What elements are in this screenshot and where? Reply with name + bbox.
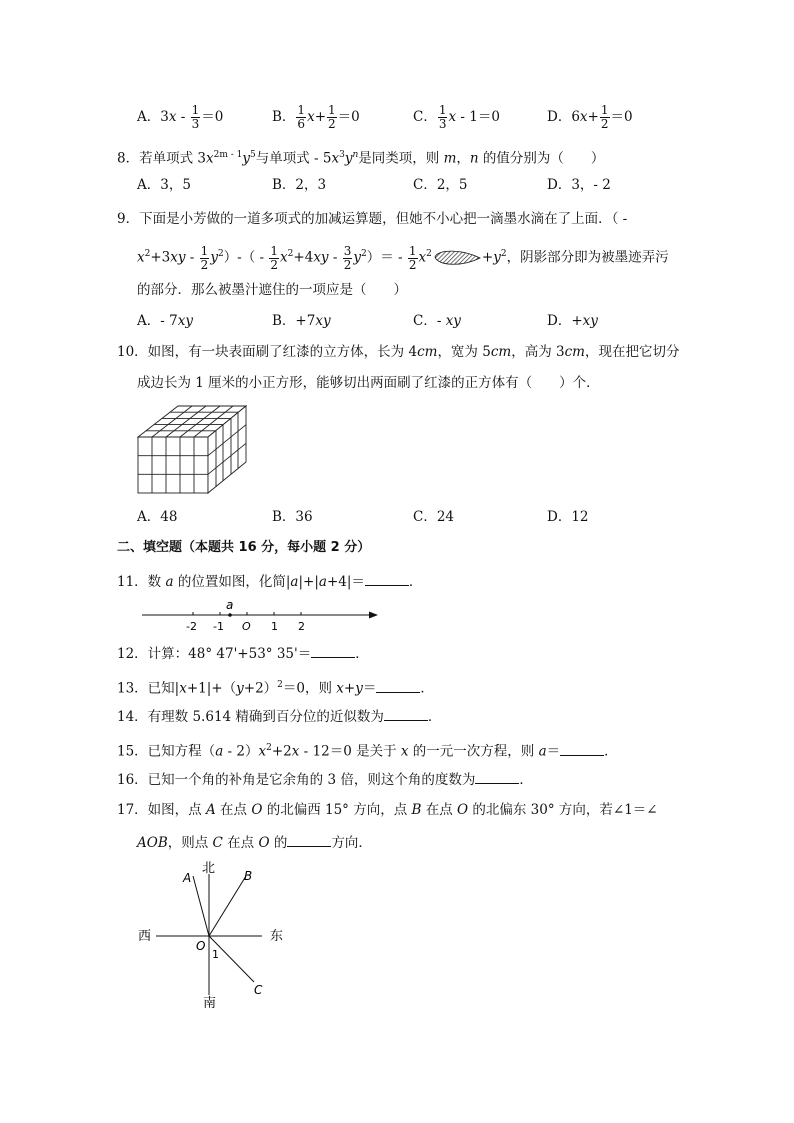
tick-label: 1: [271, 620, 278, 633]
q9-line3: 的部分．那么被墨汁遮住的一项应是（ ）: [137, 282, 407, 298]
number-line: [140, 595, 380, 637]
q7-option-a: A．3x - $\frac{1}{3}$ ＝0: [137, 103, 224, 131]
q8-option-a: A．3，5: [137, 177, 191, 193]
q10-option-a: A．48: [137, 509, 178, 525]
answer-blank[interactable]: [287, 832, 331, 847]
tick-label: O: [242, 620, 251, 633]
q10-line2: 成边长为 1 厘米的小正方形，能够切出两面刷了红漆的正方体有（ ）个．: [137, 375, 600, 391]
q7-option-b: B． $\frac{1}{6}$ x+ $\frac{1}{2}$ ＝0: [272, 103, 360, 131]
q13-stem: 13．已知$|x+1|+(y+2)^2=0$，则 x+y＝ ．: [117, 675, 434, 699]
q8-option-d: D．3，- 2: [547, 177, 611, 193]
number-line-point-label: a: [226, 598, 234, 612]
q10-line1: 10．如图，有一块表面刷了红漆的立方体，长为 4cm，宽为 5cm，高为 3cm，现在把它切分: [117, 344, 680, 360]
q9-option-b: B．+7xy: [272, 313, 331, 329]
q15-stem: 15．已知方程$(a - 2)x^2+2x - 12=0$ 是关于 x 的一元一次方程，则 a＝ ．: [117, 738, 618, 762]
q8-option-c: C．2，5: [413, 177, 468, 193]
point-o-label: O: [196, 939, 206, 953]
q9-line1: 9．下面是小芳做的一道多项式的加减运算题，但她不小心把一滴墨水滴在了上面．（ -: [117, 211, 628, 227]
answer-blank[interactable]: [311, 643, 355, 658]
q9-line2: $x^2+3xy$ - $\frac{1}{2}$ $y^2)-$（ - $\frac{1}{2}$ $x^2+4xy$ - $\frac{3}{2}$ $y^2)=$ - $\frac{1}{2}$ $x^2 +y^2$，阴影部分即为被墨迹弄污: [137, 243, 669, 272]
q17-line2: AOB，则点 C 在点 O 的 方向．: [137, 832, 372, 853]
point-c-label: C: [254, 983, 263, 997]
tick-label: 2: [298, 620, 305, 633]
north-label: 北: [202, 861, 216, 876]
q7-option-d: D．6x+ $\frac{1}{2}$ ＝0: [547, 103, 633, 131]
answer-blank[interactable]: [560, 741, 604, 756]
q9-option-d: D．+xy: [547, 313, 598, 329]
q9-options: [137, 311, 697, 331]
q8-option-b: B．2，3: [272, 177, 327, 193]
q7-options: [137, 103, 697, 131]
q7-option-c: C． $\frac{1}{3}$ x - 1＝0: [413, 103, 500, 131]
compass-figure: [134, 860, 294, 1010]
q9-option-c: C．- xy: [413, 313, 461, 329]
q8-options: [137, 175, 697, 195]
q14-stem: 14．有理数 5.614 精确到百分位的近似数为 ．: [117, 706, 441, 727]
tick-label: -1: [213, 620, 224, 633]
ink-blot-icon: [432, 248, 482, 268]
q10-option-c: C．24: [413, 509, 455, 525]
answer-blank[interactable]: [475, 769, 519, 784]
q8-stem: 8．若单项式 $3x^{2m - 1}y^5$与单项式 - $5x^3y^n$是同类项，则 m，n 的值分别为（ ）: [117, 150, 605, 167]
q10-options: [137, 507, 697, 527]
section-title: 二、填空题（本题共 16 分，每小题 2 分）: [117, 540, 371, 555]
south-label: 南: [203, 996, 217, 1010]
east-label: 东: [270, 929, 284, 944]
q17-line1: 17．如图，点 A 在点 O 的北偏西 15° 方向，点 B 在点 O 的北偏东 30° 方向，若∠1＝∠: [117, 802, 658, 818]
point-a-label: A: [183, 871, 192, 885]
q16-stem: 16．已知一个角的补角是它余角的 3 倍，则这个角的度数为 ．: [117, 769, 533, 790]
answer-blank[interactable]: [376, 678, 420, 693]
q12-stem: 12．计算：48° 47'+53° 35'＝ ．: [117, 643, 369, 664]
q10-option-b: B．36: [272, 509, 313, 525]
point-b-label: B: [244, 869, 253, 883]
answer-blank[interactable]: [365, 571, 409, 586]
west-label: 西: [138, 929, 152, 944]
tick-label: -2: [186, 620, 197, 633]
answer-blank[interactable]: [384, 706, 428, 721]
cube-figure: [136, 404, 248, 496]
q11-stem: 11．数 a 的位置如图，化简|a|+|a+4|＝ ．: [117, 571, 422, 592]
angle-label: 1: [212, 948, 219, 961]
q9-option-a: A．- 7xy: [137, 313, 193, 329]
q10-option-d: D．12: [547, 509, 589, 525]
